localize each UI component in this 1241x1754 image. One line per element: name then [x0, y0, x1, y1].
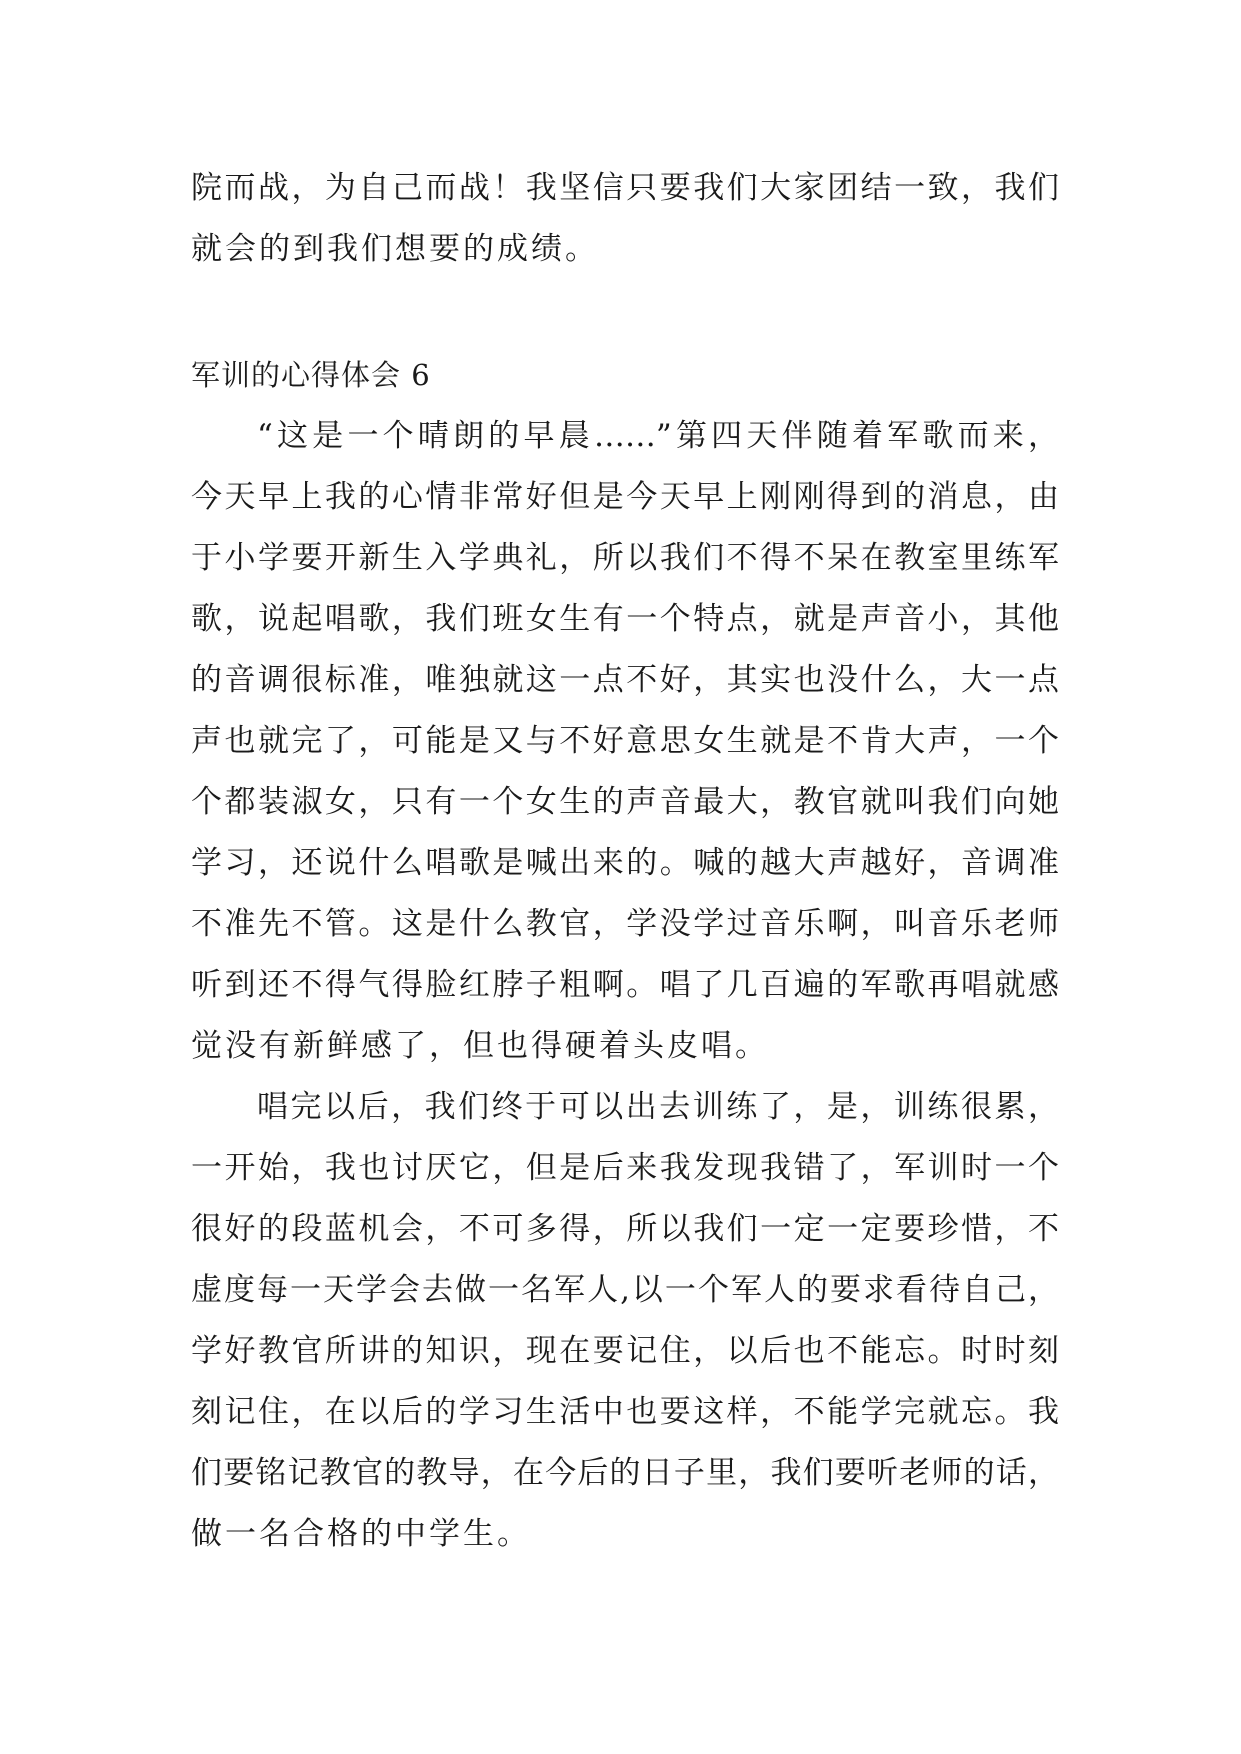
- text-line: 一开始，我也讨厌它，但是后来我发现我错了，军训时一个: [191, 1150, 1059, 1186]
- text-line: 歌，说起唱歌，我们班女生有一个特点，就是声音小，其他: [191, 601, 1059, 637]
- text-line: 个都装淑女，只有一个女生的声音最大，教官就叫我们向她: [191, 784, 1059, 820]
- text-line: 们要铭记教官的教导，在今后的日子里，我们要听老师的话，: [191, 1455, 1059, 1491]
- text-line: 刻记住，在以后的学习生活中也要这样，不能学完就忘。我: [191, 1394, 1059, 1430]
- text-line: 听到还不得气得脸红脖子粗啊。唱了几百遍的军歌再唱就感: [191, 967, 1059, 1003]
- text-line: 做一名合格的中学生。: [191, 1516, 531, 1552]
- text-line: 院而战，为自己而战！我坚信只要我们大家团结一致，我们: [191, 170, 1059, 206]
- document-page: [191, 158, 1059, 1565]
- text-line: 于小学要开新生入学典礼，所以我们不得不呆在教室里练军: [191, 540, 1059, 576]
- previous-paragraph: [191, 158, 1059, 280]
- text-line: 很好的段蓝机会，不可多得，所以我们一定一定要珍惜，不: [191, 1211, 1059, 1247]
- text-line: 的音调很标准，唯独就这一点不好，其实也没什么，大一点: [191, 662, 1059, 698]
- text-line: 唱完以后，我们终于可以出去训练了，是，训练很累，: [257, 1089, 1059, 1125]
- paragraph-2: [191, 1077, 1059, 1565]
- paragraph-1: [191, 406, 1059, 1077]
- text-line: 学好教官所讲的知识，现在要记住，以后也不能忘。时时刻: [191, 1333, 1059, 1369]
- text-line: 就会的到我们想要的成绩。: [191, 231, 599, 267]
- text-line: 不准先不管。这是什么教官，学没学过音乐啊，叫音乐老师: [191, 906, 1059, 942]
- text-line: “这是一个晴朗的早晨……”第四天伴随着军歌而来，: [257, 418, 1059, 454]
- text-line: 虚度每一天学会去做一名军人,以一个军人的要求看待自己，: [191, 1272, 1059, 1308]
- text-line: 今天早上我的心情非常好但是今天早上刚刚得到的消息，由: [191, 479, 1059, 515]
- text-line: 学习，还说什么唱歌是喊出来的。喊的越大声越好，音调准: [191, 845, 1059, 881]
- section-title: 军训的心得体会 6: [191, 358, 431, 392]
- text-line: 声也就完了，可能是又与不好意思女生就是不肯大声，一个: [191, 723, 1059, 759]
- text-line: 觉没有新鲜感了，但也得硬着头皮唱。: [191, 1028, 769, 1064]
- paragraph-gap: [191, 280, 1059, 345]
